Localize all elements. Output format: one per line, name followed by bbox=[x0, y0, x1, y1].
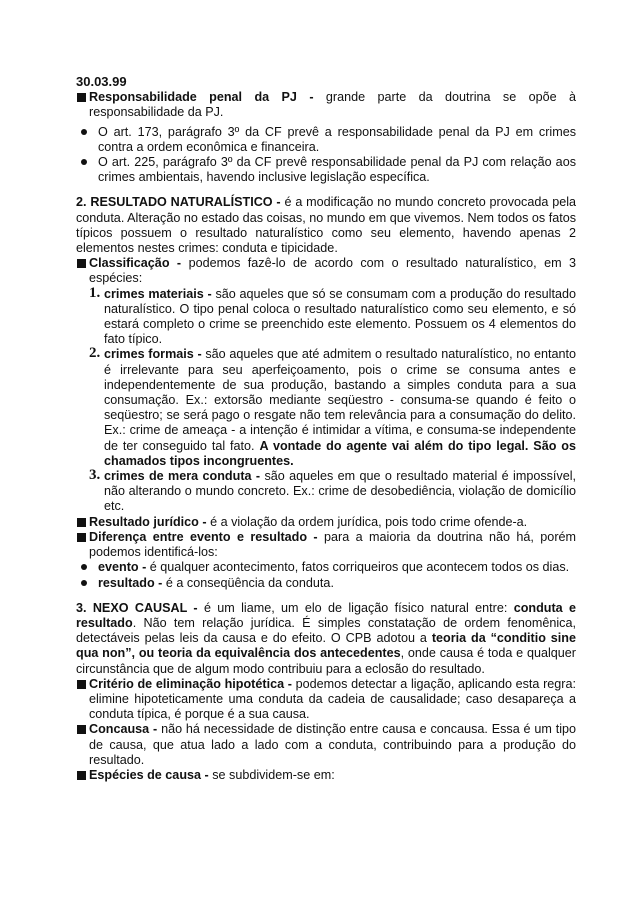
section-3-text: , onde causa é toda e qualquer circunstância que de algum modo contribuiu para a eclosão do resultado. bbox=[76, 646, 576, 676]
classification-paragraph bbox=[76, 256, 576, 286]
classification-text: podemos fazê-lo de acordo com o resultado naturalístico, em 3 espécies: bbox=[89, 256, 576, 286]
item-text: são aqueles em que o resultado material é impossível, não alterando o mundo concreto. Ex.: crime de desobediência, violação de domicílio etc. bbox=[104, 469, 577, 514]
elimination-criterion-paragraph bbox=[76, 677, 576, 723]
list-item bbox=[76, 576, 576, 591]
round-bullet-icon bbox=[81, 159, 87, 165]
square-bullet-icon bbox=[77, 533, 86, 542]
criterion-text: podemos detectar a ligação, aplicando esta regra: elimine hipoteticamente uma conduta da cadeia de causalidade; caso desapareça a conduta típica, é porque é a sua causa. bbox=[89, 676, 577, 722]
item-number: 2. bbox=[89, 345, 101, 362]
difference-text: para a maioria da doutrina não há, porém podemos identificá-los: bbox=[89, 529, 577, 560]
concausa-text: não há necessidade de distinção entre causa e concausa. Essa é um tipo de causa, que atua lado a lado com a conduta, contribuindo para a produção do resultado. bbox=[89, 722, 577, 767]
result-title: resultado - bbox=[98, 575, 163, 590]
item-number: 1. bbox=[89, 284, 101, 301]
difference-title: Diferença entre evento e resultado - bbox=[89, 529, 318, 544]
criterion-title: Critério de eliminação hipotética - bbox=[89, 676, 292, 691]
document-page bbox=[76, 74, 576, 783]
concausa-paragraph bbox=[76, 722, 576, 768]
pj-title: Responsabilidade penal da PJ - bbox=[89, 90, 314, 105]
species-text: se subdividem-se em: bbox=[212, 767, 335, 782]
list-item bbox=[76, 284, 576, 348]
legal-result-text: é a violação da ordem jurídica, pois todo crime ofende-a. bbox=[210, 514, 528, 529]
section-3-text: . Não tem relação jurídica. É simples constatação de ordem fenomênica, detectáveis pelas leis da causa e do efeito. O CPB adotou a bbox=[76, 615, 576, 646]
item-bold-tail: A vontade do agente vai além do tipo legal. São os chamados tipos incongruentes. bbox=[104, 438, 576, 468]
list-item bbox=[76, 125, 576, 155]
section-3-bold: conduta e resultado bbox=[76, 600, 577, 630]
result-text: é a conseqüência da conduta. bbox=[165, 575, 334, 590]
pj-bullet-text: O art. 173, parágrafo 3º da CF prevê a responsabilidade penal da PJ em crimes contra a ordem econômica e financeira. bbox=[98, 124, 576, 154]
classification-title: Classificação - bbox=[89, 256, 182, 271]
document-date: 30.03.99 bbox=[76, 74, 127, 89]
list-item bbox=[76, 560, 576, 575]
event-text: é qualquer acontecimento, fatos corriqueiros que acontecem todos os dias. bbox=[149, 560, 570, 575]
difference-paragraph bbox=[76, 530, 576, 560]
section-2-title: 2. RESULTADO NATURALÍSTICO - bbox=[76, 195, 281, 210]
species-title: Espécies de causa - bbox=[89, 767, 209, 782]
section-3-text: é um liame, um elo de ligação físico natural entre: bbox=[203, 600, 508, 615]
square-bullet-icon bbox=[77, 771, 86, 780]
concausa-title: Concausa - bbox=[89, 722, 158, 737]
item-text: são aqueles que só se consumam com a produção do resultado naturalístico. O tipo penal coloca o resultado naturalístico como seu elemento, e só estará completo o crime se preenchido este elemento. Possuem os 4 elementos do fato típico. bbox=[104, 286, 576, 347]
item-number: 3. bbox=[89, 467, 101, 484]
pj-bullet-text: O art. 225, parágrafo 3º da CF prevê responsabilidade penal da PJ com relação aos crimes ambientais, havendo inclusive legislação específica. bbox=[98, 155, 576, 185]
section-3-theory: teoria da “conditio sine qua non”, ou teoria da equivalência dos antecedentes bbox=[76, 631, 577, 661]
event-title: evento - bbox=[98, 560, 147, 575]
legal-result-paragraph bbox=[76, 515, 576, 530]
round-bullet-icon bbox=[81, 564, 87, 570]
square-bullet-icon bbox=[77, 93, 86, 102]
list-item bbox=[76, 469, 576, 515]
item-text: são aqueles que até admitem o resultado naturalístico, no entanto é irrelevante para seu aperfeiçoamento, pois o crime se consuma antes e independentemente de sua produção, bastando a simples conduta para a sua consumação. Ex.: extorsão mediante seqüestro - consuma-se quando é feito o seqüestro; se será pago o resgate não tem relevância para a consumação do delito. Ex.: crime de ameaça - a intenção é intimidar a vítima, e consuma-se independente de ter conseguido tal fato. bbox=[104, 347, 576, 453]
item-title: crimes materiais - bbox=[104, 286, 212, 301]
square-bullet-icon bbox=[77, 680, 86, 689]
square-bullet-icon bbox=[77, 259, 86, 268]
list-item bbox=[76, 155, 576, 185]
item-title: crimes de mera conduta - bbox=[104, 469, 261, 484]
section-3-intro bbox=[76, 601, 576, 677]
square-bullet-icon bbox=[77, 725, 86, 734]
legal-result-title: Resultado jurídico - bbox=[89, 514, 207, 529]
section-2-intro bbox=[76, 195, 576, 256]
round-bullet-icon bbox=[81, 129, 87, 135]
cause-species-paragraph bbox=[76, 768, 576, 783]
list-item bbox=[76, 347, 576, 469]
section-2-text: é a modificação no mundo concreto provocada pela conduta. Alteração no estado das coisas, no mundo em que vivemos. Nem todos os fatos típicos possuem o resultado naturalístico como seu elemento, havendo apenas 2 elementos nestes crimes: conduta e tipicidade. bbox=[76, 195, 577, 256]
square-bullet-icon bbox=[77, 518, 86, 527]
pj-text: grande parte da doutrina se opõe à responsabilidade da PJ. bbox=[89, 90, 576, 120]
round-bullet-icon bbox=[81, 580, 87, 586]
section-3-title: 3. NEXO CAUSAL - bbox=[76, 600, 198, 615]
item-title: crimes formais - bbox=[104, 347, 202, 362]
pj-responsibility-paragraph bbox=[76, 90, 576, 120]
